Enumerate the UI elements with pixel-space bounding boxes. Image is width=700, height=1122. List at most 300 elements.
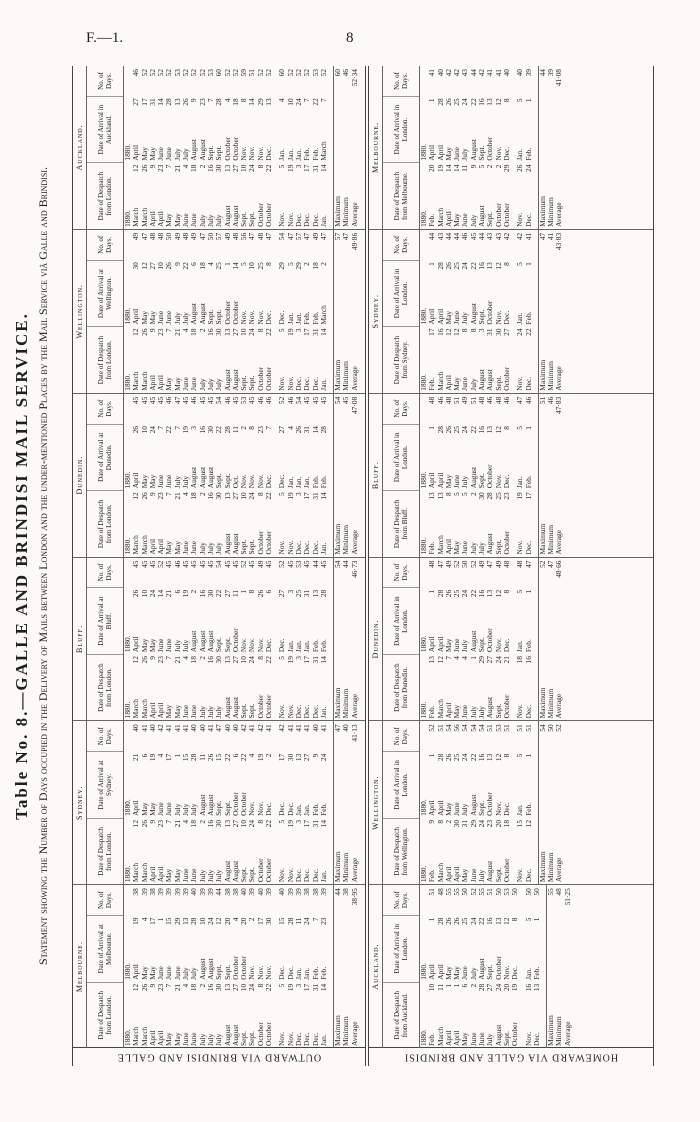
days-value: 60	[214, 69, 224, 77]
stat-blank	[334, 424, 342, 490]
stat-label: Minimum	[341, 197, 351, 227]
stat-blank	[555, 916, 563, 982]
arrival-month: August	[468, 139, 478, 161]
despatch-day: 23	[485, 819, 495, 828]
arrival-day: 2	[318, 262, 328, 266]
despatch-month: Jan.	[318, 1034, 328, 1046]
arrival-month: Jan.	[285, 148, 295, 161]
despatch-month: July	[477, 542, 487, 555]
despatch-day: 31	[310, 983, 320, 992]
despatch-day: 3	[293, 819, 303, 824]
arrival-day: 4	[277, 98, 287, 103]
days-value: 49	[222, 232, 232, 241]
place-name: Bluff.	[73, 558, 87, 721]
despatch-month: Nov.	[515, 704, 525, 719]
despatch-day: 18	[189, 328, 199, 336]
despatch-day: 17	[427, 328, 437, 336]
stat-label: Maximum	[546, 1015, 556, 1046]
days-value: 43	[493, 232, 503, 241]
despatch-month: March	[131, 862, 141, 883]
despatch-month: Dec.	[310, 868, 320, 883]
arrival-month: July	[189, 803, 199, 816]
arrival-month: Feb.	[523, 802, 533, 816]
arrival-date	[320, 260, 328, 326]
despatch-day: 25	[493, 492, 503, 500]
arrival-month: Jan.	[523, 968, 533, 980]
column-headers	[87, 394, 124, 557]
days-header: No. of Days.	[383, 721, 419, 752]
despatch-month: October	[264, 530, 274, 555]
stat-blank	[547, 916, 555, 982]
despatch-day: 5	[460, 492, 470, 496]
despatch-header: Date of Despatch from Auckland.	[393, 990, 409, 1040]
stat-value: 55	[546, 888, 556, 896]
despatch-day: 9	[147, 656, 157, 660]
arrival-day: 5	[515, 262, 525, 266]
despatch-date	[265, 654, 273, 720]
arrival-month: Feb.	[310, 147, 320, 161]
despatch-day: 7	[164, 328, 174, 333]
arrival-day: 24	[318, 753, 328, 762]
table-row	[525, 394, 533, 557]
arrival-date	[525, 588, 533, 654]
despatch-day: 30	[477, 492, 487, 500]
arrival-day: 5	[515, 589, 525, 594]
arrival-month: May	[139, 147, 149, 161]
arrival-day: 25	[452, 589, 462, 598]
arrival-month: April	[435, 800, 445, 816]
stat-label: Minimum	[546, 361, 556, 391]
arrival-day: 9	[310, 753, 320, 758]
despatch-day: 23	[501, 492, 511, 500]
arrival-month: May	[139, 474, 149, 489]
despatch-day: 9	[468, 164, 478, 169]
arrival-day: 7	[172, 426, 182, 430]
arrival-month: July	[172, 803, 182, 816]
despatch-month: October	[264, 1022, 274, 1046]
despatch-day: 22	[264, 328, 274, 336]
days-value: 42	[501, 232, 511, 241]
arrival-month: Dec.	[264, 474, 274, 489]
despatch-month: April	[443, 538, 453, 555]
arrival-header: Date of Arrival at Sydney.	[87, 752, 123, 818]
despatch-day: 22	[264, 164, 274, 172]
arrival-date	[503, 588, 511, 654]
arrival-day: 5	[515, 753, 525, 758]
place-block	[73, 230, 365, 394]
arrival-day: 12	[493, 753, 503, 762]
arrival-month: Sept.	[477, 473, 487, 489]
stat-value: 48	[554, 888, 564, 896]
arrival-month: Nov.	[493, 637, 503, 653]
arrival-date	[525, 96, 533, 162]
despatch-day: 8	[460, 328, 470, 333]
arrival-day: 29	[293, 262, 303, 270]
arrival-month: June	[156, 147, 166, 161]
arrival-month: April	[435, 964, 445, 980]
days-value: 51	[485, 724, 495, 732]
days-value: 48	[427, 396, 437, 405]
arrival-month: Nov.	[247, 474, 257, 489]
year-despatch: 1880.	[123, 701, 132, 719]
table-row	[320, 558, 328, 721]
arrival-month: October	[230, 628, 240, 653]
despatch-month: April	[147, 702, 157, 719]
year-despatch: 1880.	[123, 210, 132, 227]
despatch-month: October	[510, 1022, 520, 1046]
days-value: 48	[443, 396, 453, 405]
despatch-date	[320, 818, 328, 884]
despatch-month: April	[156, 1030, 166, 1046]
despatch-month: Sept.	[239, 703, 249, 719]
days-value: 39	[205, 888, 215, 896]
despatch-month: Dec.	[302, 1032, 312, 1046]
despatch-month: October	[264, 366, 274, 391]
despatch-month: August	[485, 696, 495, 719]
arrival-day: 7	[302, 98, 312, 103]
despatch-month: July	[214, 869, 224, 883]
despatch-month: October	[255, 203, 265, 227]
despatch-day: 23	[156, 328, 166, 336]
arrival-month: August	[197, 466, 207, 489]
stat-value: 54	[333, 560, 343, 568]
place-name: Auckland.	[73, 66, 87, 229]
arrival-month: Feb.	[523, 311, 533, 325]
despatch-day: 24	[247, 656, 257, 664]
days-value: 40	[197, 724, 207, 732]
days-value: 46	[285, 396, 295, 405]
despatch-month: Sept.	[493, 867, 503, 883]
despatch-day: 2	[197, 983, 207, 988]
arrival-month: Sept.	[485, 964, 495, 980]
table-row	[165, 558, 173, 721]
arrival-day: 14	[156, 589, 166, 598]
despatch-day: 27	[230, 492, 240, 500]
arrival-month: October	[239, 792, 249, 816]
arrival-month: August	[189, 630, 199, 653]
despatch-day: 27	[485, 656, 495, 664]
despatch-day: 18	[189, 983, 199, 992]
despatch-day: 10	[239, 983, 249, 992]
days-value: 41	[139, 724, 149, 732]
despatch-month: August	[485, 369, 495, 391]
arrival-month: Sept.	[214, 145, 224, 161]
arrival-month: August	[205, 958, 215, 980]
days-value: 56	[239, 232, 249, 241]
days-value: 52	[164, 69, 174, 77]
despatch-day: 12	[131, 492, 141, 500]
table-row	[265, 721, 273, 884]
arrival-month: Dec.	[285, 802, 295, 816]
arrival-month: Dec.	[277, 310, 287, 325]
arrival-month: October	[485, 464, 495, 489]
arrival-day: 25	[460, 917, 470, 925]
stat-value: 41·08	[554, 69, 564, 87]
arrival-month: June	[164, 310, 174, 325]
table-row	[265, 558, 273, 721]
despatch-day: 21	[172, 983, 182, 992]
arrival-month: August	[189, 466, 199, 489]
arrival-day: 15	[181, 753, 191, 762]
arrival-day: 24	[147, 426, 157, 434]
arrival-header: Date of Arrival in Auckland.	[87, 97, 123, 163]
days-header: No. of Days.	[87, 394, 123, 425]
arrival-day: 26	[443, 917, 453, 925]
despatch-day: 10	[239, 492, 249, 500]
despatch-month: May	[460, 868, 470, 883]
days-value: 41	[302, 724, 312, 732]
arrival-day: 23	[255, 426, 265, 434]
arrival-month: Sept.	[214, 473, 224, 489]
place-name: Melbourne.	[73, 885, 87, 1048]
arrival-month: Nov.	[255, 637, 265, 653]
stat-blank	[547, 588, 555, 654]
despatch-month: June	[189, 868, 199, 883]
arrival-month: July	[460, 475, 470, 489]
arrival-date	[511, 916, 519, 982]
arrival-month: Jan.	[515, 640, 525, 653]
arrival-month: October	[230, 955, 240, 980]
days-value: 52	[156, 560, 166, 568]
despatch-month: August	[222, 860, 232, 883]
stat-blank	[547, 424, 555, 490]
arrival-day: 6	[264, 589, 274, 594]
arrival-day: 13	[485, 98, 495, 106]
despatch-day: 13	[222, 656, 232, 664]
despatch-month: July	[205, 706, 215, 719]
arrival-day: 13	[485, 262, 495, 270]
days-value: 48	[255, 232, 265, 241]
arrival-month: Nov.	[501, 965, 511, 980]
arrival-day: 20	[239, 917, 249, 925]
days-value: 47	[318, 232, 328, 241]
despatch-day: 18	[501, 819, 511, 828]
arrival-day: 1	[523, 98, 533, 103]
arrival-day: 2	[239, 426, 249, 430]
despatch-day: 9	[427, 819, 437, 824]
days-value: 38	[230, 888, 240, 896]
arrival-day: 12	[139, 262, 149, 270]
arrival-month: Dec.	[264, 802, 274, 816]
arrival-day: 16	[197, 426, 207, 434]
arrival-day: 12	[493, 262, 503, 270]
arrival-month: Dec.	[501, 474, 511, 489]
days-value: 54	[460, 724, 470, 732]
despatch-date	[265, 326, 273, 392]
arrival-day: 8	[501, 262, 511, 266]
arrival-day: 24	[460, 753, 470, 762]
arrival-day: 8	[501, 589, 511, 594]
days-value: 39	[285, 888, 295, 896]
despatch-day: 18	[189, 656, 199, 664]
despatch-day: 17	[302, 164, 312, 172]
arrival-month: Feb.	[523, 639, 533, 653]
despatch-month: Nov.	[285, 1031, 295, 1046]
despatch-date	[503, 326, 511, 392]
despatch-day: 23	[156, 164, 166, 172]
days-value: 46	[501, 396, 511, 405]
despatch-month: October	[501, 203, 511, 227]
column-headers	[383, 230, 420, 393]
arrival-month: April	[427, 800, 437, 816]
despatch-month: August	[477, 369, 487, 391]
days-value: 50	[493, 888, 503, 896]
days-value: 40	[131, 724, 141, 732]
days-header: No. of Days.	[87, 558, 123, 589]
days-value: 52	[189, 69, 199, 77]
days-value: 52	[156, 69, 166, 77]
days-value: 45	[147, 396, 157, 405]
stat-blank	[351, 752, 359, 818]
stat-value: 40	[341, 724, 351, 732]
arrival-month: May	[139, 802, 149, 816]
despatch-month: July	[197, 542, 207, 555]
arrival-month: Nov.	[239, 474, 249, 489]
despatch-day: 19	[285, 492, 295, 500]
arrival-date	[320, 916, 328, 982]
arrival-month: August	[477, 958, 487, 980]
despatch-month: Nov.	[515, 868, 525, 883]
stat-label: Maximum	[537, 851, 547, 883]
arrival-month: April	[427, 472, 437, 489]
despatch-month: October	[264, 694, 274, 719]
table-row	[287, 230, 295, 393]
arrival-month: July	[468, 967, 478, 980]
days-value: 45	[302, 560, 312, 568]
days-value: 41	[205, 724, 215, 732]
arrival-month: March	[318, 141, 328, 161]
despatch-month: October	[264, 858, 274, 883]
despatch-month: Dec.	[310, 376, 320, 391]
arrival-month: Sept.	[477, 309, 487, 325]
days-value: 40	[277, 888, 287, 896]
rows	[124, 558, 365, 721]
table-row	[503, 558, 511, 721]
despatch-date	[320, 490, 328, 556]
despatch-day: 2	[493, 164, 503, 169]
arrival-month: August	[468, 303, 478, 325]
arrival-month: Nov.	[247, 310, 257, 325]
days-value: 40	[189, 724, 199, 732]
arrival-date	[320, 424, 328, 490]
despatch-date	[320, 982, 328, 1048]
arrival-day: 28	[164, 98, 174, 106]
despatch-month: July	[205, 378, 215, 391]
stat-blank	[342, 424, 350, 490]
despatch-day: 3	[293, 983, 303, 988]
despatch-day: 26	[139, 819, 149, 828]
arrival-date	[525, 260, 533, 326]
stat-value: 57	[333, 232, 343, 241]
days-value: 41	[485, 69, 495, 77]
rows	[124, 885, 365, 1048]
despatch-day: 18	[189, 819, 199, 828]
despatch-month: March	[435, 371, 445, 391]
arrival-day: 2	[247, 917, 257, 922]
arrival-day: 22	[239, 753, 249, 762]
outward-section	[72, 66, 366, 1066]
table-row	[278, 394, 286, 557]
place-name: Auckland.	[369, 885, 383, 1048]
despatch-day: 13	[222, 983, 232, 992]
despatch-day: 26	[139, 983, 149, 992]
arrival-month: May	[443, 802, 453, 816]
table-row	[287, 721, 295, 884]
despatch-day: 11	[435, 983, 445, 991]
arrival-month: Jan.	[302, 804, 312, 816]
arrival-month: April	[131, 800, 141, 816]
despatch-day: 4	[181, 164, 191, 169]
arrival-month: June	[452, 802, 462, 816]
arrival-month: Sept.	[214, 637, 224, 653]
despatch-month: July	[197, 1033, 207, 1046]
days-value: 48	[477, 396, 487, 405]
days-value: 45	[264, 560, 274, 568]
despatch-month: Dec.	[293, 1032, 303, 1046]
days-value: 52	[277, 396, 287, 405]
arrival-month: July	[172, 312, 182, 325]
arrival-month: April	[131, 472, 141, 489]
arrival-date	[320, 752, 328, 818]
homeward-blocks	[369, 66, 653, 1048]
despatch-day: 14	[318, 328, 328, 336]
stat-row	[351, 885, 359, 1048]
arrival-day: 24	[302, 917, 312, 925]
stat-blank	[334, 260, 342, 326]
stat-value: 47	[341, 232, 351, 241]
place-block	[73, 558, 365, 722]
days-value: 45	[139, 396, 149, 405]
despatch-day: 30	[214, 328, 224, 336]
arrival-header: Date of Arrival at Wellington.	[87, 261, 123, 327]
table-row	[503, 721, 511, 884]
stat-label: Average	[562, 1021, 572, 1046]
place-name: Sydney.	[73, 721, 87, 884]
despatch-month: July	[214, 706, 224, 719]
despatch-day: 13	[222, 328, 232, 336]
arrival-day: 18	[197, 262, 207, 270]
year-arrival: 1880.	[419, 963, 428, 980]
arrival-month: Feb.	[318, 639, 328, 653]
days-value: 54	[214, 560, 224, 568]
despatch-month: Jan.	[318, 215, 328, 227]
arrival-day: 16	[477, 262, 487, 270]
arrival-month: July	[181, 475, 191, 489]
arrival-month: April	[131, 636, 141, 653]
days-value: 47	[247, 232, 257, 241]
despatch-header: Date of Despatch from Wellington.	[393, 827, 409, 876]
arrival-day: 15	[277, 917, 287, 925]
stat-value: 41·13	[349, 724, 359, 742]
place-name: Wellington.	[369, 721, 383, 884]
days-value: 49	[493, 560, 503, 568]
despatch-day: 23	[156, 492, 166, 500]
despatch-day: 27	[230, 656, 240, 664]
days-value: 45	[222, 560, 232, 568]
days-value: 51	[427, 888, 437, 896]
days-value: 45	[230, 560, 240, 568]
despatch-month: May	[164, 213, 174, 227]
year-arrival: 1880.	[419, 799, 428, 816]
despatch-day: 14	[318, 983, 328, 992]
arrival-day: 31	[147, 98, 157, 106]
stat-blank	[547, 96, 555, 162]
arrival-month: Jan.	[293, 476, 303, 489]
despatch-day: 5	[277, 492, 287, 496]
arrival-day: 13	[485, 426, 495, 434]
despatch-day: 9	[147, 164, 157, 169]
despatch-month: July	[468, 542, 478, 555]
